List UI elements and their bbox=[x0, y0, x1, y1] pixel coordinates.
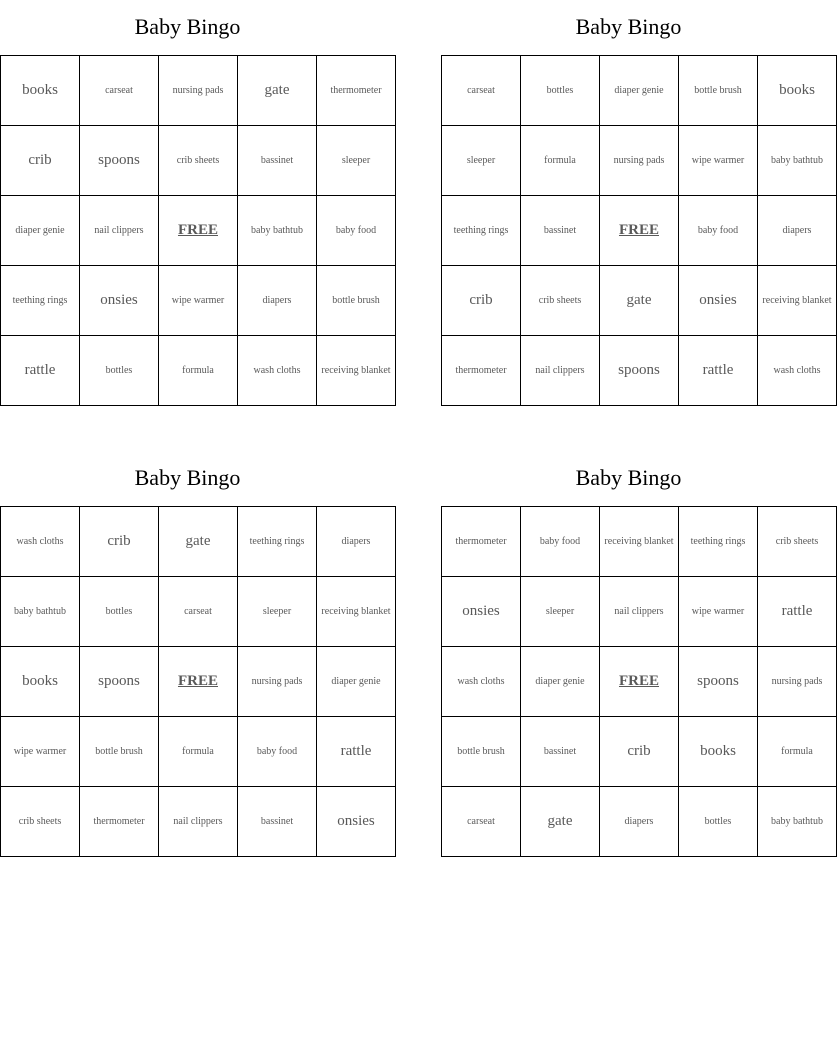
grid-cell: diaper genie bbox=[1, 196, 80, 266]
bingo-grid bbox=[0, 55, 396, 406]
grid-cell: carseat bbox=[80, 56, 159, 126]
grid-cell: receiving blanket bbox=[758, 266, 837, 336]
grid-row bbox=[1, 787, 396, 857]
grid-row bbox=[442, 266, 837, 336]
card-title: Baby Bingo bbox=[134, 465, 241, 490]
grid-cell: wash cloths bbox=[1, 507, 80, 577]
grid-cell: diapers bbox=[600, 787, 679, 857]
grid-cell: onsies bbox=[679, 266, 758, 336]
grid-cell: baby food bbox=[238, 717, 317, 787]
grid-cell: bassinet bbox=[521, 196, 600, 266]
grid-cell: books bbox=[1, 647, 80, 717]
grid-cell: crib sheets bbox=[159, 126, 238, 196]
grid-cell: bassinet bbox=[521, 717, 600, 787]
grid-cell: nursing pads bbox=[159, 56, 238, 126]
grid-cell: crib bbox=[600, 717, 679, 787]
grid-cell: wipe warmer bbox=[159, 266, 238, 336]
grid-row bbox=[1, 336, 396, 406]
grid-row bbox=[442, 126, 837, 196]
bingo-card-1 bbox=[0, 10, 391, 406]
free-space: FREE bbox=[159, 196, 238, 266]
grid-row bbox=[1, 56, 396, 126]
grid-cell: spoons bbox=[679, 647, 758, 717]
card-title: Baby Bingo bbox=[575, 14, 682, 39]
grid-row bbox=[1, 577, 396, 647]
grid-row bbox=[1, 266, 396, 336]
grid-row bbox=[442, 647, 837, 717]
free-space: FREE bbox=[600, 647, 679, 717]
grid-cell: formula bbox=[758, 717, 837, 787]
grid-cell: onsies bbox=[80, 266, 159, 336]
grid-cell: wipe warmer bbox=[679, 577, 758, 647]
grid-cell: baby food bbox=[679, 196, 758, 266]
grid-cell: bottles bbox=[80, 336, 159, 406]
grid-cell: bottle brush bbox=[317, 266, 396, 336]
grid-cell: nail clippers bbox=[521, 336, 600, 406]
grid-cell: receiving blanket bbox=[600, 507, 679, 577]
grid-cell: bottle brush bbox=[80, 717, 159, 787]
grid-cell: nursing pads bbox=[600, 126, 679, 196]
grid-row bbox=[442, 196, 837, 266]
grid-cell: crib sheets bbox=[521, 266, 600, 336]
grid-cell: thermometer bbox=[80, 787, 159, 857]
free-space: FREE bbox=[600, 196, 679, 266]
grid-cell: baby bathtub bbox=[238, 196, 317, 266]
grid-row bbox=[442, 717, 837, 787]
bingo-card-4 bbox=[441, 461, 823, 857]
bingo-grid bbox=[0, 506, 396, 857]
grid-cell: books bbox=[679, 717, 758, 787]
grid-cell: nursing pads bbox=[238, 647, 317, 717]
grid-row bbox=[442, 787, 837, 857]
grid-cell: crib sheets bbox=[1, 787, 80, 857]
grid-cell: crib bbox=[80, 507, 159, 577]
grid-cell: sleeper bbox=[521, 577, 600, 647]
grid-cell: baby food bbox=[521, 507, 600, 577]
grid-cell: formula bbox=[159, 336, 238, 406]
card-title: Baby Bingo bbox=[134, 14, 241, 39]
grid-cell: diaper genie bbox=[521, 647, 600, 717]
grid-row bbox=[1, 126, 396, 196]
grid-cell: bottle brush bbox=[679, 56, 758, 126]
grid-cell: baby bathtub bbox=[1, 577, 80, 647]
card-title: Baby Bingo bbox=[575, 465, 682, 490]
grid-cell: formula bbox=[521, 126, 600, 196]
grid-cell: wipe warmer bbox=[679, 126, 758, 196]
grid-cell: gate bbox=[600, 266, 679, 336]
grid-row bbox=[442, 577, 837, 647]
grid-cell: bottle brush bbox=[442, 717, 521, 787]
grid-cell: carseat bbox=[442, 56, 521, 126]
free-space: FREE bbox=[159, 647, 238, 717]
grid-cell: sleeper bbox=[238, 577, 317, 647]
grid-row bbox=[1, 647, 396, 717]
grid-cell: baby bathtub bbox=[758, 126, 837, 196]
grid-cell: crib bbox=[1, 126, 80, 196]
grid-cell: sleeper bbox=[317, 126, 396, 196]
grid-cell: diapers bbox=[758, 196, 837, 266]
grid-cell: rattle bbox=[758, 577, 837, 647]
grid-cell: receiving blanket bbox=[317, 336, 396, 406]
grid-cell: nursing pads bbox=[758, 647, 837, 717]
grid-cell: rattle bbox=[679, 336, 758, 406]
grid-cell: rattle bbox=[317, 717, 396, 787]
grid-row bbox=[442, 507, 837, 577]
grid-cell: onsies bbox=[442, 577, 521, 647]
grid-cell: diaper genie bbox=[317, 647, 396, 717]
grid-cell: bottles bbox=[679, 787, 758, 857]
grid-cell: teething rings bbox=[1, 266, 80, 336]
grid-cell: books bbox=[1, 56, 80, 126]
grid-cell: baby bathtub bbox=[758, 787, 837, 857]
grid-cell: gate bbox=[159, 507, 238, 577]
grid-cell: baby food bbox=[317, 196, 396, 266]
grid-cell: teething rings bbox=[679, 507, 758, 577]
grid-cell: carseat bbox=[159, 577, 238, 647]
grid-cell: thermometer bbox=[442, 507, 521, 577]
grid-cell: thermometer bbox=[317, 56, 396, 126]
bingo-card-3 bbox=[0, 461, 391, 857]
grid-cell: gate bbox=[238, 56, 317, 126]
grid-row bbox=[442, 56, 837, 126]
grid-cell: wipe warmer bbox=[1, 717, 80, 787]
grid-row bbox=[442, 336, 837, 406]
grid-cell: bottles bbox=[521, 56, 600, 126]
grid-cell: wash cloths bbox=[758, 336, 837, 406]
grid-cell: diaper genie bbox=[600, 56, 679, 126]
bingo-grid bbox=[441, 506, 837, 857]
grid-cell: carseat bbox=[442, 787, 521, 857]
grid-row bbox=[1, 196, 396, 266]
grid-cell: formula bbox=[159, 717, 238, 787]
grid-cell: nail clippers bbox=[600, 577, 679, 647]
grid-cell: wash cloths bbox=[238, 336, 317, 406]
grid-cell: teething rings bbox=[238, 507, 317, 577]
grid-cell: receiving blanket bbox=[317, 577, 396, 647]
grid-cell: diapers bbox=[238, 266, 317, 336]
grid-cell: rattle bbox=[1, 336, 80, 406]
grid-cell: bottles bbox=[80, 577, 159, 647]
grid-cell: crib sheets bbox=[758, 507, 837, 577]
grid-cell: sleeper bbox=[442, 126, 521, 196]
grid-cell: bassinet bbox=[238, 787, 317, 857]
grid-cell: spoons bbox=[80, 126, 159, 196]
grid-cell: bassinet bbox=[238, 126, 317, 196]
grid-cell: crib bbox=[442, 266, 521, 336]
grid-cell: onsies bbox=[317, 787, 396, 857]
grid-cell: gate bbox=[521, 787, 600, 857]
bingo-card-2 bbox=[441, 10, 832, 406]
grid-cell: thermometer bbox=[442, 336, 521, 406]
grid-cell: wash cloths bbox=[442, 647, 521, 717]
grid-row bbox=[1, 717, 396, 787]
grid-cell: diapers bbox=[317, 507, 396, 577]
grid-cell: teething rings bbox=[442, 196, 521, 266]
grid-row bbox=[1, 507, 396, 577]
grid-cell: nail clippers bbox=[159, 787, 238, 857]
bingo-grid bbox=[441, 55, 837, 406]
grid-cell: books bbox=[758, 56, 837, 126]
grid-cell: spoons bbox=[600, 336, 679, 406]
grid-cell: spoons bbox=[80, 647, 159, 717]
grid-cell: nail clippers bbox=[80, 196, 159, 266]
